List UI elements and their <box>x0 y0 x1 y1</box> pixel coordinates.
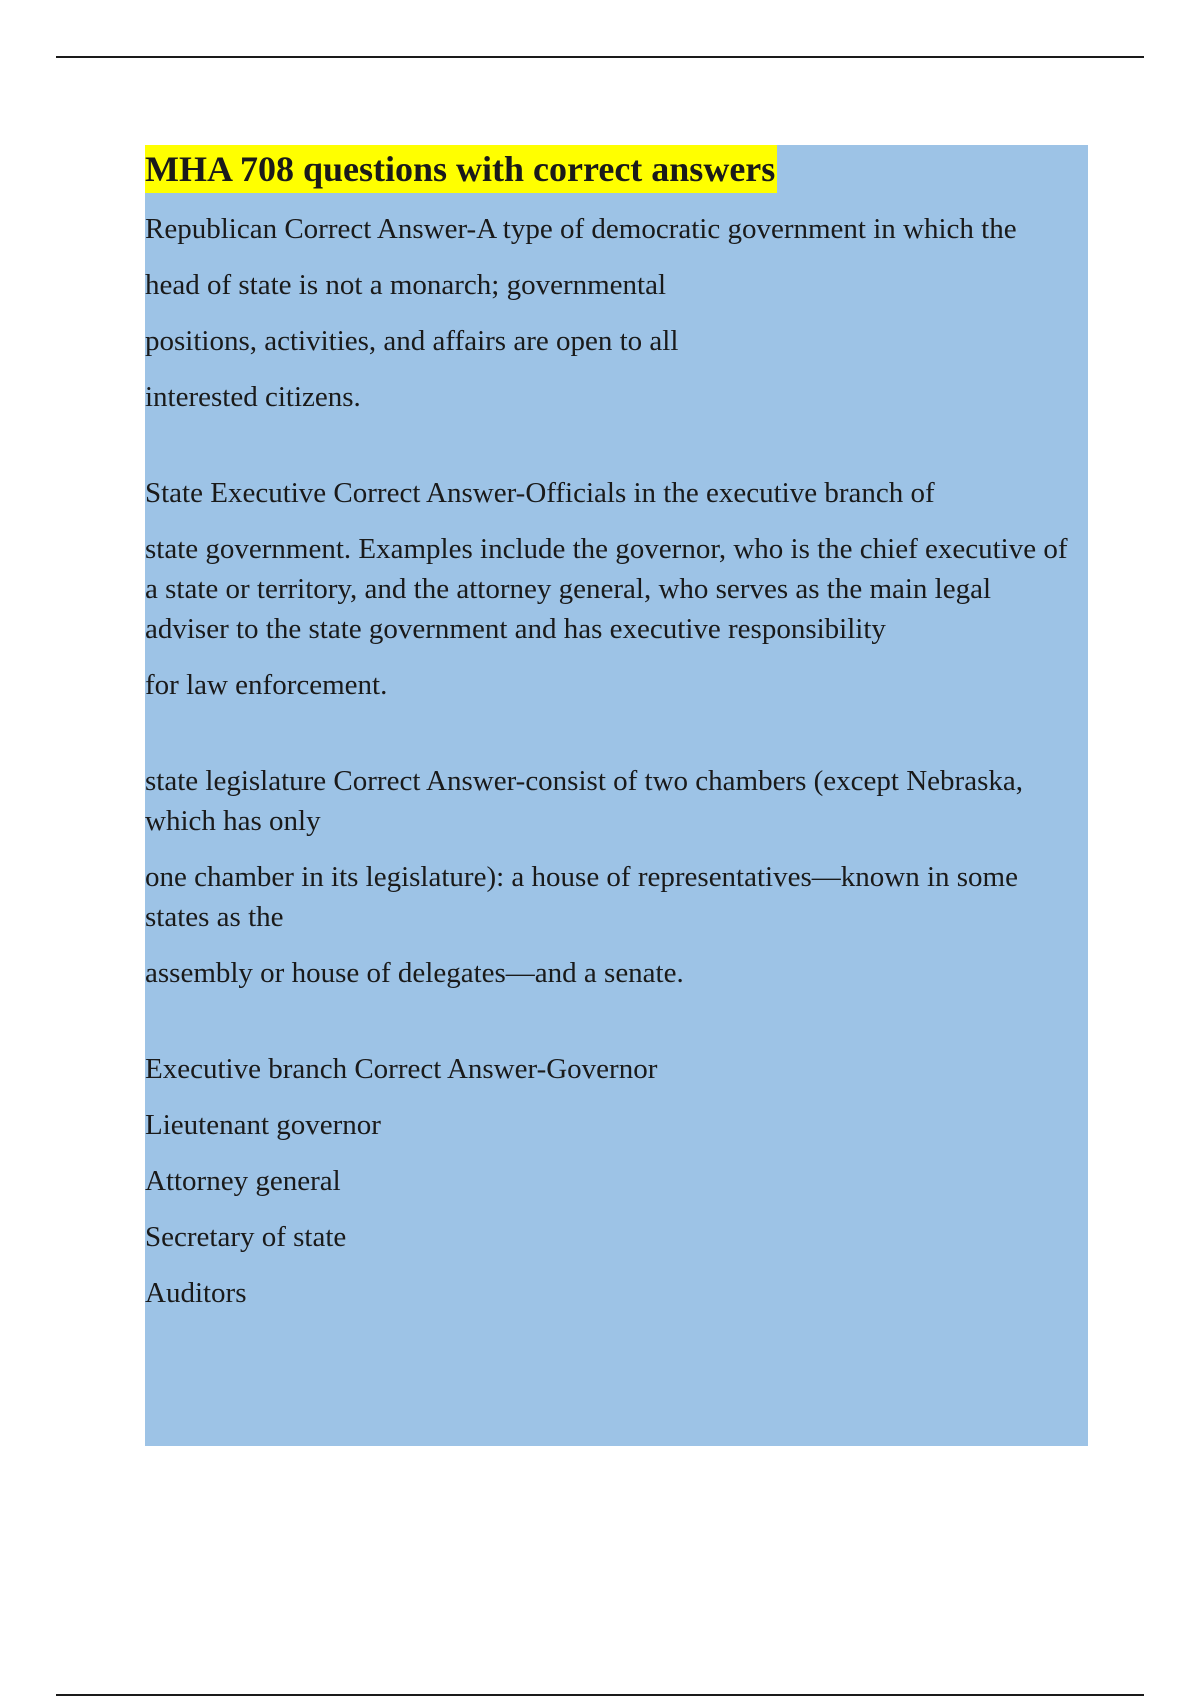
entry-line: positions, activities, and affairs are open to all <box>145 325 679 357</box>
qa-entry-state-legislature <box>145 761 1088 993</box>
footer-rule <box>56 1694 1144 1696</box>
title-row <box>145 145 1088 193</box>
entry-line: Lieutenant governor <box>145 1109 381 1141</box>
entry-line: Secretary of state <box>145 1221 347 1253</box>
entry-line: one chamber in its legislature): a house of representatives—known in some states as the <box>145 861 1018 933</box>
header-rule <box>56 56 1144 58</box>
entry-line: Republican Correct Answer-A type of democratic government in which the <box>145 213 1017 245</box>
entry-line: head of state is not a monarch; governmental <box>145 269 667 301</box>
entry-line: state government. Examples include the governor, who is the chief executive of a state or territory, and the attorney general, who serves as the main legal adviser to the state government and has executive responsibility <box>145 533 1068 645</box>
entry-line: State Executive Correct Answer-Officials in the executive branch of <box>145 477 935 509</box>
entry-line: state legislature Correct Answer-consist of two chambers (except Nebraska, which has only <box>145 765 1023 837</box>
document-body <box>145 145 1088 1446</box>
qa-entry-executive-branch <box>145 1049 1088 1313</box>
qa-entry-republican <box>145 209 1088 417</box>
entry-line: Auditors <box>145 1277 247 1309</box>
entry-line: Attorney general <box>145 1165 341 1197</box>
qa-entry-state-executive <box>145 473 1088 705</box>
entry-line: Executive branch Correct Answer-Governor <box>145 1053 658 1085</box>
document-title: MHA 708 questions with correct answers <box>145 145 777 193</box>
entry-line: assembly or house of delegates—and a senate. <box>145 957 684 989</box>
entry-line: for law enforcement. <box>145 669 388 701</box>
entry-line: interested citizens. <box>145 381 361 413</box>
